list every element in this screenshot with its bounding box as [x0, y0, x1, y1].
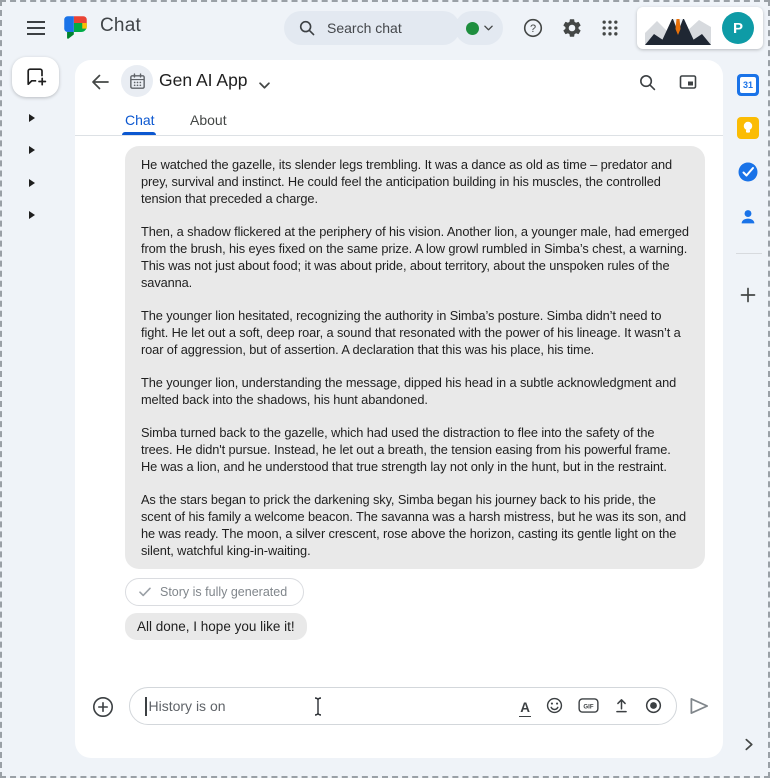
collapse-arrow-icon[interactable] [29, 211, 35, 219]
expand-panel-icon [742, 738, 755, 751]
status-chip-label: Story is fully generated [160, 585, 288, 599]
profile-area[interactable] [637, 7, 763, 49]
add-app-button[interactable] [737, 284, 759, 306]
message-list[interactable] [75, 136, 723, 686]
status-available-icon [466, 22, 479, 35]
record-video-button[interactable] [644, 696, 663, 718]
gif-icon [578, 698, 599, 713]
text-format-icon: A [520, 699, 530, 715]
search-icon [638, 73, 657, 92]
divider [736, 253, 762, 254]
svg-text:?: ? [529, 23, 537, 35]
send-icon [687, 694, 711, 718]
product-name: Chat [100, 15, 141, 36]
story-paragraph: Then, a shadow flickered at the periphery of his vision. Another lion, a younger male, had emerged from the brush, his eyes fixed on the same prize. A low growl rumbled in Simba’s chest, a warning. This was not just about food; it was about pride, about territory, about the unspoken rules of the savanna. [141, 224, 689, 290]
collapse-arrow-icon[interactable] [29, 146, 35, 154]
gif-button[interactable] [578, 698, 599, 716]
expand-panel-button[interactable] [737, 733, 759, 755]
chat-logo-icon [62, 14, 89, 46]
story-paragraph: He watched the gazelle, its slender legs trembling. It was a dance as old as time – predator and prey, survival and instinct. He could feel the anticipation building in his muscles, the controlled tension that preceded a charge. [141, 157, 673, 206]
check-icon [139, 587, 151, 597]
compose-bar [75, 686, 723, 732]
search-bar[interactable] [284, 11, 460, 45]
help-button[interactable] [513, 8, 553, 48]
keep-app-icon [737, 117, 759, 139]
main-menu-button[interactable] [16, 8, 56, 48]
emoji-button[interactable] [545, 696, 564, 718]
keep-app-button[interactable] [737, 117, 759, 139]
apps-grid-icon [600, 18, 620, 38]
topbar [0, 0, 770, 56]
text-format-button[interactable] [519, 700, 531, 715]
search-icon [298, 19, 316, 37]
chevron-down-icon [259, 82, 270, 89]
record-video-icon [644, 696, 663, 715]
chevron-down-icon [484, 25, 493, 31]
send-button[interactable] [687, 694, 711, 718]
settings-gear-icon [561, 17, 583, 39]
message-input[interactable] [129, 687, 677, 725]
plus-icon [740, 287, 756, 303]
input-placeholder: History is on [148, 698, 226, 714]
help-icon [522, 17, 544, 39]
open-in-window-icon [678, 72, 698, 92]
back-arrow-icon [90, 72, 110, 92]
story-paragraph: As the stars began to prick the darkening sky, Simba began his journey back to his pride, the scent of his family a welcome beacon. The savanna was a harsh mistress, but he was its son, and he was ready. The moon, a silver crescent, rose above the horizon, casting its gentle light on the silent, watchful king-in-waiting. [141, 492, 687, 558]
contacts-app-button[interactable] [737, 206, 759, 228]
collapse-arrow-icon[interactable] [29, 179, 35, 187]
new-chat-button[interactable] [12, 57, 59, 97]
profile-photo [642, 11, 714, 45]
settings-button[interactable] [552, 8, 592, 48]
page-title: Gen AI App [159, 70, 248, 90]
compose-actions [519, 688, 663, 726]
add-attachment-button[interactable] [90, 694, 116, 720]
search-in-chat-button[interactable] [629, 64, 665, 100]
emoji-icon [545, 696, 564, 715]
menu-icon [27, 21, 45, 35]
story-paragraph: Simba turned back to the gazelle, which had used the distraction to flee into the safety of the trees. He didn't pursue. Instead, he let out a breath, the tension easing from his powerful frame. He was a lion, and he understood that true strength lay not only in the hunt, but in the restraint. [141, 425, 671, 474]
app-avatar [121, 65, 153, 97]
tab-chat[interactable]: Chat [125, 112, 155, 128]
collapse-arrow-icon[interactable] [29, 114, 35, 122]
calendar-app-button[interactable] [737, 74, 759, 96]
story-paragraph: The younger lion hesitated, recognizing the authority in Simba’s posture. Simba didn’t need to fight. He let out a soft, deep roar, a sound that resonated with the power of his lineage. It wasn’t a roar of aggression, but of assertion. A declaration that this was his place, his time. [141, 308, 681, 357]
calendar-avatar-icon [128, 72, 147, 91]
calendar-app-icon [737, 74, 759, 96]
svg-text:GIF: GIF [583, 703, 594, 711]
status-selector[interactable] [455, 11, 503, 45]
add-circle-icon [92, 696, 114, 718]
text-caret [145, 697, 147, 716]
followup-message-bubble: All done, I hope you like it! [125, 613, 307, 640]
upload-icon [613, 697, 630, 714]
tasks-app-icon [737, 161, 759, 183]
new-chat-icon [25, 66, 47, 88]
upload-button[interactable] [613, 697, 630, 717]
app-menu-toggle[interactable] [259, 77, 270, 92]
avatar[interactable]: P [722, 12, 754, 44]
story-message-bubble [125, 146, 705, 569]
status-chip [125, 578, 304, 606]
story-paragraph: The younger lion, understanding the message, dipped his head in a subtle acknowledgment and melted back into the shadows, his hunt abandoned. [141, 375, 677, 407]
contacts-app-icon [738, 207, 758, 227]
chat-panel [75, 60, 723, 758]
search-placeholder: Search chat [327, 20, 402, 36]
tasks-app-button[interactable] [737, 161, 759, 183]
tab-about[interactable]: About [190, 112, 227, 128]
open-in-window-button[interactable] [670, 64, 706, 100]
calendar-day: 31 [740, 77, 756, 93]
back-button[interactable] [82, 64, 118, 100]
apps-grid-button[interactable] [590, 8, 630, 48]
